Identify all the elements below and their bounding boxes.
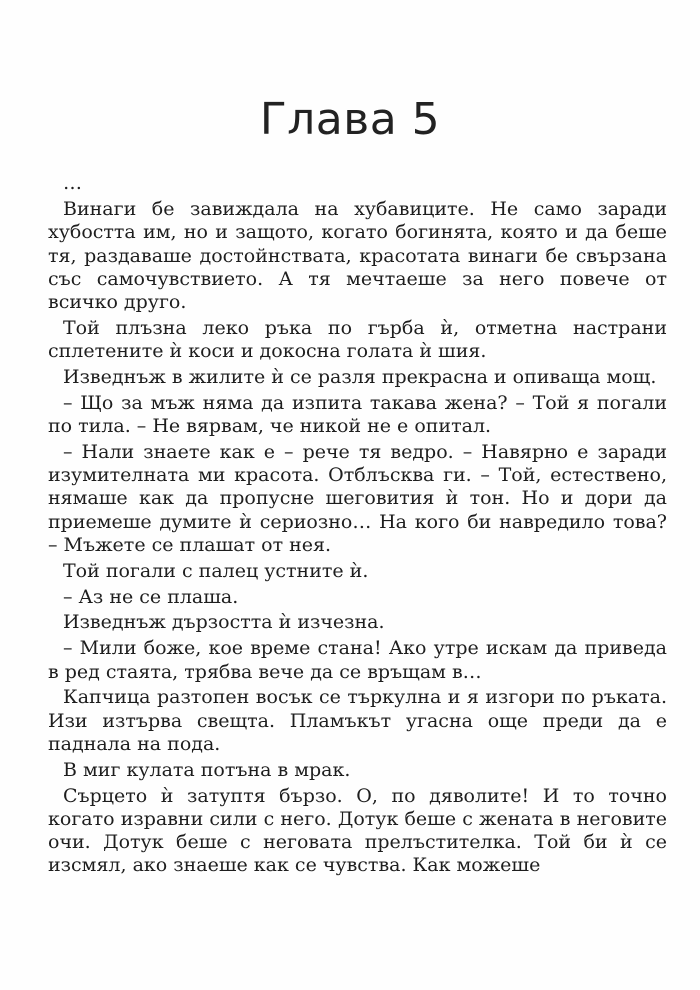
paragraph: Той погали с палец устните ѝ. xyxy=(63,559,369,582)
paragraph: Сърцето ѝ затуптя бързо. О, по дяволите! И то точно когато изравни сили с него. Дотук беше с жената в неговите очи. Дотук беше с неговата прелъстителка. Той би ѝ се изсмял, ако знаеше как се чувства. Как можеше xyxy=(48,784,667,877)
chapter-title: Глава 5 xyxy=(259,94,441,145)
chapter-text xyxy=(48,172,667,880)
paragraph: Изведнъж дързостта ѝ изчезна. xyxy=(63,611,385,634)
dialogue-paragraph: – Що за мъж няма да изпита такава жена? – Той я погали по тила. – Не вярвам, че никой не е опитал. xyxy=(48,391,667,438)
dialogue-paragraph: – Аз не се плаша. xyxy=(63,585,239,608)
paragraph: Капчица разтопен восък се търкулна и я изгори по ръката. Изи изтърва свещта. Пламъкът угасна още преди да е паднала на пода. xyxy=(48,686,667,755)
dialogue-paragraph: – Мили боже, кое време стана! Ако утре искам да приведа в ред стаята, трябва вече да се връщам в… xyxy=(48,637,667,683)
dialogue-paragraph: – Нали знаете как е – рече тя ведро. – Навярно е заради изумителната ми красота. Отблъсква ги. – Той, естествено, нямаше как да пропусне шеговития ѝ тон. Но и дори да приемеше думите ѝ сериозно… На кого би навредило това? – Мъжете се плашат от нея. xyxy=(48,440,667,556)
paragraph: Изведнъж в жилите ѝ се разля прекрасна и опиваща мощ. xyxy=(63,366,657,388)
paragraph: Винаги бе завиждала на хубавиците. Не само заради хубостта им, но и защото, когато богинята, която и да беше тя, раздаваше достойнствата, красотата винаги бе свързана със самочувствието. А тя мечтаеше за него повече от всичко друго. xyxy=(48,198,667,314)
paragraph: Той плъзна леко ръка по гърба ѝ, отметна настрани сплетените ѝ коси и докосна голата ѝ шия. xyxy=(48,316,667,363)
paragraph: В миг кулата потъна в мрак. xyxy=(63,758,351,781)
paragraph-ellipsis: … xyxy=(63,172,82,194)
